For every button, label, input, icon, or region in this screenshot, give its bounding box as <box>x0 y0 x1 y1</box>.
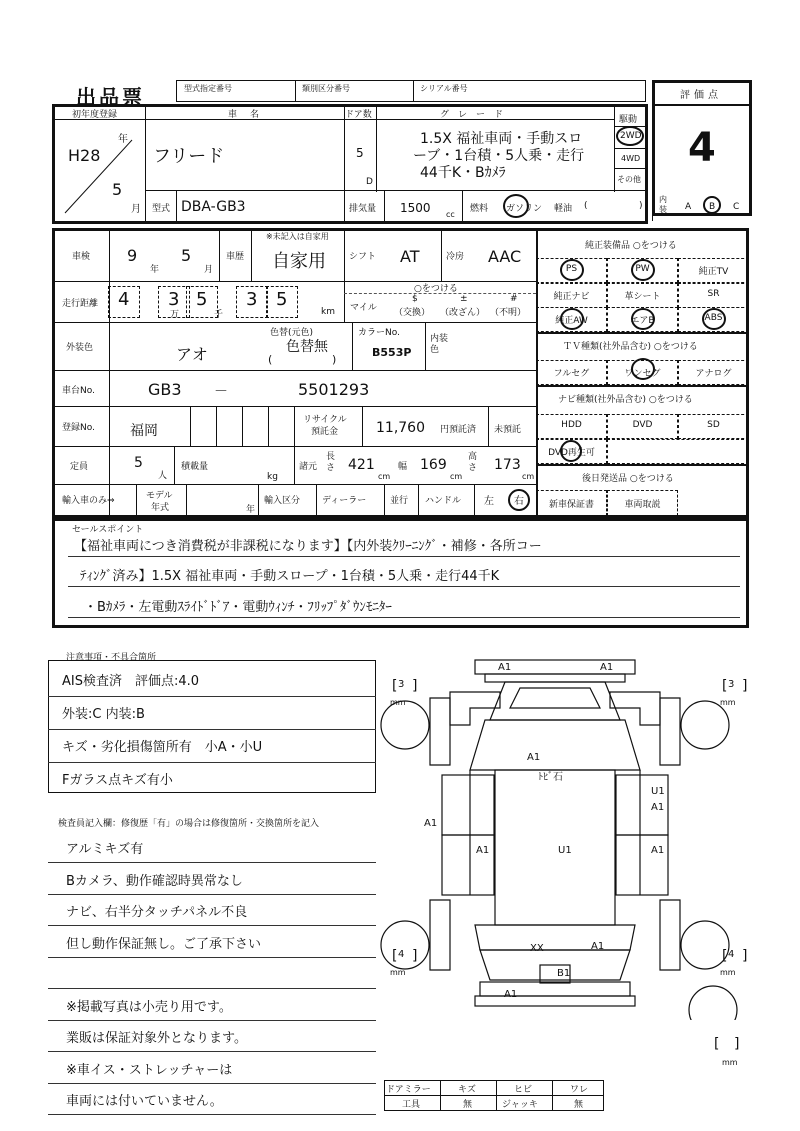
tire-bracket: [ <box>714 1036 720 1052</box>
history-note: ※未記入は自家用 <box>266 232 329 241</box>
reg-slash <box>60 135 140 215</box>
tire-bracket: [ <box>392 948 398 964</box>
divider <box>536 332 749 334</box>
divider <box>216 406 217 446</box>
divider <box>384 484 385 518</box>
underline <box>48 894 376 895</box>
divider <box>441 228 442 281</box>
score-value: 4 <box>688 125 716 171</box>
underline <box>48 1051 376 1052</box>
tv-item: ワンセグ <box>624 369 661 379</box>
divider <box>376 104 377 192</box>
underline <box>48 862 376 863</box>
len-value: 421 <box>348 457 375 473</box>
shaken-month: 5 <box>181 246 192 265</box>
divider <box>536 464 749 466</box>
notes-label: 注意事項・不具合箇所 <box>66 653 157 663</box>
divider <box>145 104 146 221</box>
regno-value: 福岡 <box>130 423 158 439</box>
divider <box>418 484 419 518</box>
disp-value: 1500 <box>400 201 431 215</box>
paren-close: ) <box>332 353 337 366</box>
tools-hibi: ヒビ <box>514 1085 533 1095</box>
color-change-value: 色替無 <box>286 339 328 355</box>
underline <box>48 729 376 730</box>
tire-bracket: ] <box>412 948 418 964</box>
notes-line: 外装:C 内装:B <box>62 707 145 722</box>
fuel-paren-open: ( <box>584 201 588 211</box>
underline <box>68 586 740 587</box>
recycle-label-2: 預託金 <box>311 427 339 437</box>
class-no-label: 類別区分番号 <box>302 84 350 93</box>
divider <box>52 322 536 323</box>
navi-item: DVD再生可 <box>548 448 595 458</box>
divider <box>316 484 317 518</box>
divider <box>474 484 475 518</box>
hei-unit: cm <box>522 472 535 481</box>
ext-color-value: アオ <box>176 345 208 364</box>
score-label: 評価点 <box>680 90 722 101</box>
doors-suffix: D <box>366 177 373 187</box>
reg-month-unit: 月 <box>131 204 141 215</box>
tools-mirror: ドアミラー <box>386 1085 431 1095</box>
divider <box>186 484 187 518</box>
tools-kizu: キズ <box>458 1085 476 1095</box>
selected-circle <box>631 308 655 330</box>
shaken-year: 9 <box>127 246 138 265</box>
tire-bracket: [ <box>392 678 398 694</box>
load-label: 積載量 <box>181 462 209 472</box>
divider <box>614 168 648 169</box>
header-id-box <box>176 80 646 102</box>
underline <box>48 696 376 697</box>
chassis-label: 車台No. <box>62 386 95 396</box>
divider <box>190 406 191 446</box>
tire-bracket: [ <box>722 948 728 964</box>
tools-tools: 工具 <box>402 1100 421 1110</box>
vehicle-damage-diagram <box>380 650 770 1020</box>
equip-item: PS <box>565 264 578 274</box>
damage-mark: A1 <box>651 802 665 813</box>
damage-mark: B1 <box>557 968 571 979</box>
reg-era: H28 <box>68 146 101 165</box>
tv-title: ＴＶ種類(社外品含む) ○をつける <box>563 342 698 352</box>
doors-label: ドア数 <box>345 110 372 120</box>
damage-mark: A1 <box>476 845 490 856</box>
divider <box>425 322 426 370</box>
selected-circle <box>616 126 644 146</box>
underline <box>48 988 376 989</box>
history-label: 車歴 <box>226 252 245 262</box>
divider <box>52 370 536 371</box>
mileage-digit: 4 <box>118 289 130 310</box>
reg-year-unit: 年 <box>118 134 128 145</box>
int-color-label: 内装色 <box>430 334 449 355</box>
divider <box>176 190 177 221</box>
recycle-label-1: リサイクル <box>303 415 347 425</box>
man-unit: 万 <box>170 310 180 320</box>
wid-label: 幅 <box>398 462 408 472</box>
selected-circle <box>702 308 726 330</box>
paren-open: ( <box>268 353 273 366</box>
drive-4wd: 4WD <box>621 154 641 163</box>
divider <box>109 228 110 518</box>
disp-unit: cc <box>446 210 455 219</box>
fuel-label: 燃料 <box>470 204 489 214</box>
tools-none-2: 無 <box>574 1100 584 1110</box>
divider <box>258 484 259 518</box>
selected-circle <box>560 308 584 330</box>
equip-item: エアB <box>630 316 655 326</box>
tire-bracket: ] <box>742 948 748 964</box>
mileage-label: 走行距離 <box>62 299 99 309</box>
mileage-digit: 5 <box>196 289 208 310</box>
ac-value: AAC <box>488 247 522 266</box>
history-value: 自家用 <box>272 251 326 272</box>
equip-item: SR <box>707 289 720 299</box>
tools-jack: ジャッキ <box>502 1100 538 1110</box>
drive-2wd: 2WD <box>620 131 642 141</box>
mile-label: マイル <box>350 303 377 313</box>
load-unit: kg <box>267 472 278 482</box>
unknown-sym: # <box>510 294 518 304</box>
disp-label: 排気量 <box>349 204 377 214</box>
inspector-line: アルミキズ有 <box>66 842 144 857</box>
damage-mark: U1 <box>651 786 665 797</box>
dims-label: 諸元 <box>299 462 318 472</box>
mileage-digit: 3 <box>246 289 258 310</box>
name-label: 車 名 <box>228 110 262 120</box>
wid-value: 169 <box>420 457 447 473</box>
fuel-paren-close: ) <box>639 201 643 211</box>
tire-depth: 3 <box>398 679 405 690</box>
shift-label: シフト <box>349 252 377 262</box>
tire-bracket: ] <box>742 678 748 694</box>
km-unit: km <box>321 307 335 317</box>
damage-mark: U1 <box>558 845 572 856</box>
drive-label: 駆動 <box>619 115 638 125</box>
interior-label: 内装 <box>659 195 667 214</box>
capacity-unit: 人 <box>158 471 168 481</box>
len-unit: cm <box>378 472 391 481</box>
navi-item: SD <box>707 420 720 430</box>
underline <box>48 1083 376 1084</box>
handle-left: 左 <box>484 496 494 507</box>
recycle-value: 11,760 <box>376 420 425 436</box>
divider <box>362 406 363 446</box>
tools-ware: ワレ <box>570 1085 589 1095</box>
tire-bracket: ] <box>734 1036 740 1052</box>
import-label: 輸入車のみ⇒ <box>62 496 115 506</box>
damage-mark: A1 <box>424 818 438 829</box>
handle-label: ハンドル <box>425 496 462 506</box>
navi-item: HDD <box>561 420 582 430</box>
equip-item: 革シート <box>624 292 661 302</box>
chassis-model: GB3 <box>148 380 182 399</box>
tire-depth: 4 <box>728 949 735 960</box>
grade-line-2: ーブ・1台積・5人乗・走行 <box>413 148 585 164</box>
inspector-line: 但し動作保証無し。ご了承下さい <box>66 936 262 952</box>
inspector-line: 業販は保証対象外となります。 <box>66 1031 247 1046</box>
selected-circle <box>560 440 582 462</box>
equip-item: 純正AW <box>555 316 588 326</box>
chassis-no: 5501293 <box>298 380 370 399</box>
underline <box>48 1020 376 1021</box>
divider <box>496 1080 497 1111</box>
form-title: 出品票 <box>76 85 145 109</box>
type-no-label: 型式指定番号 <box>184 84 232 93</box>
notes-line: キズ・劣化損傷箇所有 小A・小U <box>62 740 263 755</box>
dealer: ディーラー <box>322 496 367 506</box>
selected-circle <box>631 259 655 281</box>
divider <box>251 228 252 281</box>
divider <box>268 406 269 446</box>
car-name: フリード <box>153 146 225 167</box>
selected-circle <box>703 196 721 214</box>
model-value: DBA-GB3 <box>181 199 246 215</box>
divider <box>294 446 295 484</box>
selected-circle <box>631 358 655 380</box>
divider <box>145 190 648 191</box>
hei-label: 高さ <box>468 452 478 473</box>
interior-a: A <box>685 202 692 212</box>
ac-label: 冷房 <box>446 252 465 262</box>
divider <box>136 484 137 518</box>
interior-b: B <box>709 202 716 212</box>
year-unit: 年 <box>150 265 160 275</box>
divider <box>174 446 175 484</box>
damage-mark: A1 <box>651 845 665 856</box>
tire-unit: mm <box>722 1058 738 1067</box>
notes-line: AIS検査済 評価点:4.0 <box>62 674 200 689</box>
grade-label: グ レ ー ド <box>440 110 504 120</box>
inspector-line: ※掲載写真は小売り用です。 <box>66 999 232 1015</box>
inspector-line: ※車イス・ストレッチャーは <box>66 1062 233 1078</box>
divider <box>352 322 353 370</box>
meter-note: ○をつける <box>414 284 458 294</box>
exchange-sym: $ <box>412 294 418 304</box>
underline <box>48 925 376 926</box>
divider <box>384 1095 604 1096</box>
chassis-dash: － <box>214 384 228 400</box>
divider <box>52 281 536 282</box>
fuel-diesel: 軽油 <box>554 204 573 214</box>
selected-circle <box>503 194 529 218</box>
grade-line-3: 44千K・Bｶﾒﾗ <box>420 165 506 181</box>
divider <box>344 281 345 322</box>
divider <box>295 80 296 102</box>
inspector-line: Bカメラ、動作確認時異常なし <box>66 873 243 889</box>
later-item: 車両取説 <box>624 500 661 510</box>
later-item: 新車保証書 <box>548 500 594 510</box>
notes-line: Fガラス点キズ有小 <box>62 773 173 788</box>
divider <box>384 190 385 221</box>
capacity-label: 定員 <box>70 462 89 472</box>
tire-depth: 4 <box>398 949 405 960</box>
equip-item: ABS <box>704 313 723 323</box>
tv-item: アナログ <box>695 369 732 379</box>
inspector-label: 検査員記入欄：修復歴「有」の場合は修復箇所・交換箇所を記入 <box>58 819 320 829</box>
color-no-value: B553P <box>372 346 412 359</box>
tire-unit: mm <box>390 968 406 977</box>
divider <box>344 293 536 294</box>
damage-mark: A1 <box>504 989 518 1000</box>
sales-line-1: 【福祉車両につき消費税が非課税になります】【内外装ｸﾘｰﾆﾝｸﾞ・補修・各所コー <box>74 539 542 554</box>
divider <box>614 148 648 149</box>
shift-value: AT <box>400 247 420 266</box>
divider <box>344 190 345 221</box>
selected-circle <box>508 489 530 511</box>
selected-circle <box>560 259 584 281</box>
capacity-value: 5 <box>134 455 143 471</box>
divider <box>652 190 653 221</box>
equip-item: PW <box>635 264 650 274</box>
divider <box>219 228 220 281</box>
navi-title: ナビ種類(社外品含む) ○をつける <box>558 395 693 405</box>
equip-item: 純正TV <box>698 267 729 277</box>
divider <box>294 406 295 446</box>
navi-item: DVD <box>632 420 653 430</box>
divider <box>536 385 749 387</box>
divider <box>488 406 489 446</box>
len-label: 長さ <box>326 452 336 473</box>
tamper-label: （改ざん） <box>440 308 486 318</box>
tamper-sym: ± <box>460 294 468 304</box>
damage-mark: ﾄﾋﾞ石 <box>538 772 563 783</box>
tire-unit: mm <box>720 968 736 977</box>
drive-other: その他 <box>617 175 641 184</box>
damage-mark: A1 <box>600 662 614 673</box>
mileage-digit: 3 <box>168 289 180 310</box>
tv-item: フルセグ <box>553 369 590 379</box>
grade-line-1: 1.5X 福祉車両・手動スロ <box>420 131 583 147</box>
interior-c: C <box>733 202 740 212</box>
equip-item: 純正ナビ <box>553 292 590 302</box>
underline <box>68 617 740 618</box>
damage-mark: A1 <box>498 662 512 673</box>
sales-line-2: ﾃｨﾝｸﾞ済み】1.5X 福祉車両・手動スロープ・1台積・5人乗・走行44千K <box>80 569 500 584</box>
reg-label: 初年度登録 <box>72 110 118 120</box>
damage-mark: A1 <box>591 941 605 952</box>
tire-bracket: ] <box>412 678 418 694</box>
underline <box>48 957 376 958</box>
divider <box>552 1080 553 1111</box>
color-no-label: カラーNo. <box>358 328 400 338</box>
recycle-pending: 未預託 <box>494 425 522 435</box>
model-label: 型式 <box>152 204 171 214</box>
divider <box>462 190 463 221</box>
color-change-label: 色替(元色) <box>270 328 314 338</box>
sales-label: セールスポイント <box>72 525 144 535</box>
tire-bracket: [ <box>722 678 728 694</box>
hei-value: 173 <box>494 457 521 473</box>
sen-unit: 千 <box>214 310 224 320</box>
underline <box>48 1114 376 1115</box>
reg-month: 5 <box>112 180 123 199</box>
underline <box>48 762 376 763</box>
unknown-label: （不明） <box>490 308 527 318</box>
tools-none-1: 無 <box>463 1100 473 1110</box>
wid-unit: cm <box>450 472 463 481</box>
model-year-label-2: 年式 <box>151 503 170 513</box>
doors-value: 5 <box>356 146 364 160</box>
later-title: 後日発送品 ○をつける <box>582 474 674 484</box>
import-kind-label: 輸入区分 <box>264 496 301 506</box>
sales-line-3: ・Bｶﾒﾗ・左電動ｽﾗｲﾄﾞﾄﾞｱ・電動ｳｨﾝﾁ・ﾌﾘｯﾌﾟﾀﾞｳﾝﾓﾆﾀｰ <box>84 600 392 615</box>
divider <box>52 484 536 485</box>
month-unit: 月 <box>204 265 214 275</box>
serial-label: シリアル番号 <box>420 84 468 93</box>
mileage-digit: 5 <box>276 289 288 310</box>
exchange-label: （交換） <box>394 308 431 318</box>
divider <box>440 1080 441 1111</box>
ext-color-label: 外装色 <box>66 343 94 353</box>
divider <box>242 406 243 446</box>
damage-mark: A1 <box>527 752 541 763</box>
parallel: 並行 <box>390 496 409 506</box>
navi-cell <box>607 439 749 464</box>
model-year-unit: 年 <box>246 505 256 515</box>
underline <box>68 556 740 557</box>
inspector-line: 車両には付いていません。 <box>66 1094 223 1109</box>
divider <box>52 119 614 120</box>
tire-unit: mm <box>390 698 406 707</box>
tire-depth: 3 <box>728 679 735 690</box>
inspector-line: ナビ、右半分タッチパネル不良 <box>66 905 248 920</box>
equip-title: 純正装備品 ○をつける <box>585 241 677 251</box>
regno-label: 登録No. <box>62 423 95 433</box>
shaken-label: 車検 <box>72 252 91 262</box>
recycle-unit: 円預託済 <box>440 425 477 435</box>
divider <box>344 228 345 281</box>
tire-unit: mm <box>720 698 736 707</box>
handle-right: 右 <box>514 496 524 507</box>
divider <box>413 80 414 102</box>
divider <box>652 104 752 106</box>
model-year-label-1: モデル <box>146 491 173 501</box>
damage-mark: XX <box>530 943 544 954</box>
fuel-gas: ガソリン <box>506 204 543 214</box>
